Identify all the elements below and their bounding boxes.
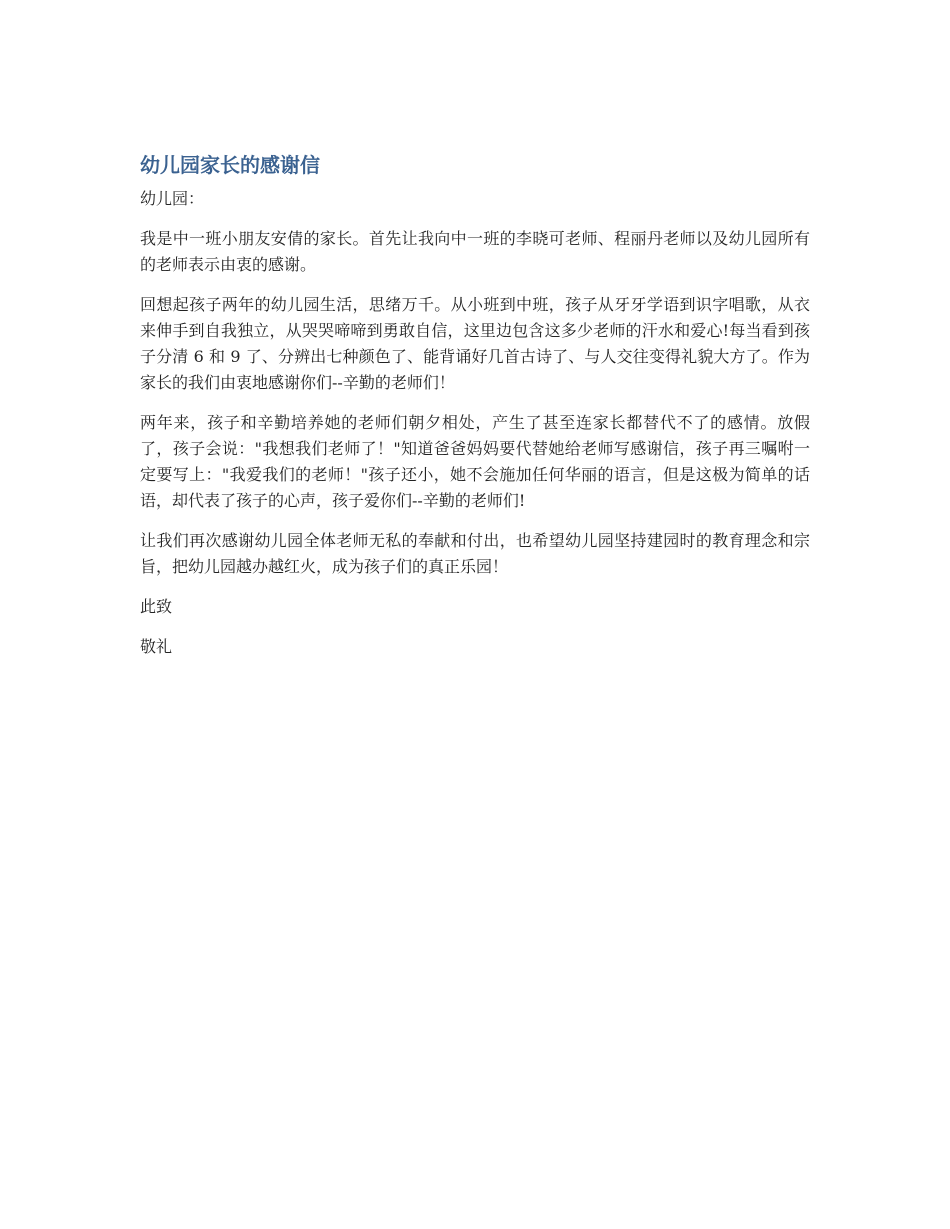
closing-line-2: 敬礼 [140, 637, 173, 656]
paragraph-thanks: 让我们再次感谢幼儿园全体老师无私的奉献和付出，也希望幼儿园坚持建园时的教育理念和宗旨，把幼儿园越办越红火，成为孩子们的真正乐园！ [140, 531, 810, 576]
paragraph-memories: 回想起孩子两年的幼儿园生活，思绪万千。从小班到中班，孩子从牙牙学语到识字唱歌，从衣来伸手到自我独立，从哭哭啼啼到勇敢自信，这里边包含这多少老师的汗水和爱心!每当看到孩子分清 6 和 9 了、分辨出七种颜色了、能背诵好几首古诗了、与人交往变得礼貌大方了。作为家长的我们由衷地感谢你们--辛勤的老师们！ [140, 295, 810, 392]
closing-line-1: 此致 [140, 597, 173, 616]
letter-title: 幼儿园家长的感谢信 [140, 153, 320, 177]
paragraph-feelings: 两年来，孩子和辛勤培养她的老师们朝夕相处，产生了甚至连家长都替代不了的感情。放假了，孩子会说："我想我们老师了！"知道爸爸妈妈要代替她给老师写感谢信，孩子再三嘱咐一定要写上："我爱我们的老师！"孩子还小，她不会施加任何华丽的语言，但是这极为简单的话语，却代表了孩子的心声，孩子爱你们--辛勤的老师们! [140, 413, 810, 510]
letter-body [140, 150, 810, 674]
letter-salutation: 幼儿园： [140, 189, 205, 208]
paragraph-intro: 我是中一班小朋友安倩的家长。首先让我向中一班的李晓可老师、程丽丹老师以及幼儿园所有的老师表示由衷的感谢。 [140, 229, 810, 274]
